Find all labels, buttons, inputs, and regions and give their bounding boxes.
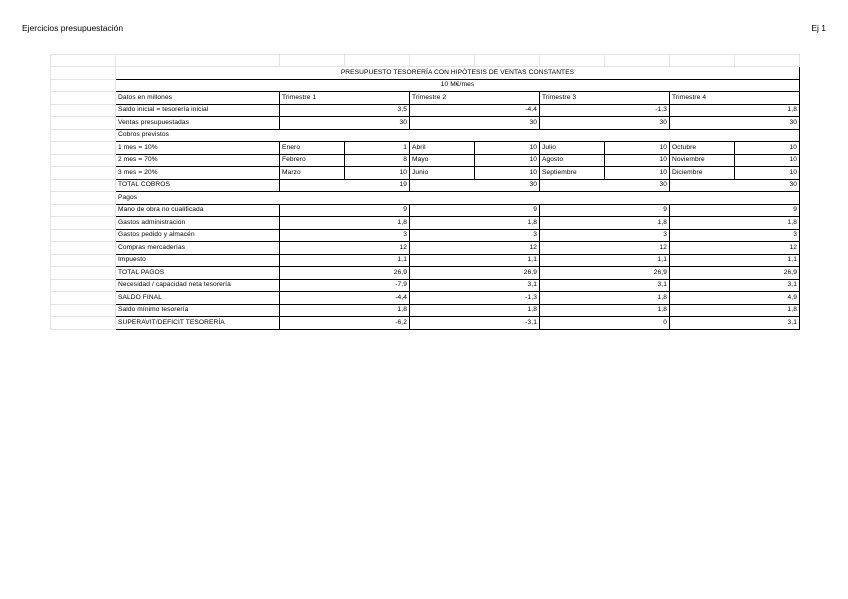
value-cell: 3,1 [410,279,540,292]
value-cell: 30 [540,179,670,192]
month-cell: Noviembre [670,154,735,167]
value-cell: 12 [280,242,410,255]
row-label: 1 mes = 10% [116,142,280,155]
header-cell: Trimestre 4 [670,92,800,105]
row-label: 2 mes = 70% [116,154,280,167]
table-row [51,167,800,180]
month-cell: Septiembre [540,167,605,180]
section-header-row [51,192,800,205]
value-cell: -7,9 [280,279,410,292]
header-cell: Trimestre 1 [280,92,410,105]
total-row [51,179,800,192]
value-cell: 26,9 [410,267,540,280]
value-cell: 9 [670,204,800,217]
header-cell: Datos en millones [116,92,280,105]
month-cell: Mayo [410,154,475,167]
value-cell: 26,9 [540,267,670,280]
value-cell: 30 [280,117,410,130]
month-cell: Junio [410,167,475,180]
value-cell: 3 [540,229,670,242]
month-cell: Octubre [670,142,735,155]
value-cell: -6,2 [280,317,410,330]
header-cell: Trimestre 3 [540,92,670,105]
value-cell: 30 [670,117,800,130]
value-cell: 30 [670,179,800,192]
table-row [51,142,800,155]
quarter-header-row [51,92,800,105]
section-label: Cobros previstos [116,129,800,142]
value-cell: 1,8 [280,304,410,317]
value-cell: 30 [410,117,540,130]
row-label: TOTAL COBROS [116,179,280,192]
month-cell: Diciembre [670,167,735,180]
value-cell: 1,1 [670,254,800,267]
month-cell: Febrero [280,154,345,167]
value-cell: 1,8 [410,217,540,230]
value-cell: 1,8 [410,304,540,317]
row-label: Mano de obra no cualificada [116,204,280,217]
month-cell: Enero [280,142,345,155]
value-cell: 19 [280,179,410,192]
value-cell: 0 [540,317,670,330]
document-title: Ejercicios presupuestación [22,23,124,33]
row-label: Saldo mínimo tesorería [116,304,280,317]
value-cell: 1,8 [540,304,670,317]
value-cell: 9 [540,204,670,217]
table-title-row [51,67,800,80]
table-row [51,242,800,255]
value-cell: 12 [670,242,800,255]
value-cell: 1,8 [280,217,410,230]
value-cell: 26,9 [670,267,800,280]
row-label: Impuesto [116,254,280,267]
value-cell: 1,8 [540,292,670,305]
section-label: Pagos [116,192,800,205]
value-cell: 8 [345,154,410,167]
value-cell: 12 [410,242,540,255]
table-row [51,254,800,267]
value-cell: 3 [410,229,540,242]
row-label: SUPERAVIT/DEFICIT TESORERÍA [116,317,280,330]
value-cell: 1,8 [670,304,800,317]
value-cell: 3,1 [540,279,670,292]
value-cell: 12 [540,242,670,255]
value-cell: 4,9 [670,292,800,305]
table-row [51,104,800,117]
value-cell: 10 [475,167,540,180]
value-cell: 3 [670,229,800,242]
value-cell: 1,8 [670,217,800,230]
table-row [51,304,800,317]
row-label: SALDO FINAL [116,292,280,305]
value-cell: 1 [345,142,410,155]
row-label: Gastos pedido y almacén [116,229,280,242]
table-row [51,204,800,217]
month-cell: Julio [540,142,605,155]
header-cell: Trimestre 2 [410,92,540,105]
value-cell: 1,1 [540,254,670,267]
value-cell: 3,1 [670,279,800,292]
table-row [51,117,800,130]
value-cell: 1,1 [280,254,410,267]
value-cell: 10 [735,154,800,167]
section-header-row [51,129,800,142]
value-cell: -4,4 [410,104,540,117]
value-cell: -1,3 [410,292,540,305]
value-cell: 9 [280,204,410,217]
value-cell: 30 [540,117,670,130]
month-cell: Abril [410,142,475,155]
value-cell: -1,3 [540,104,670,117]
value-cell: 1,8 [540,217,670,230]
table-row [51,317,800,330]
value-cell: 3,1 [670,317,800,330]
row-label: TOTAL PAGOS [116,267,280,280]
value-cell: 10 [605,142,670,155]
month-cell: Agosto [540,154,605,167]
value-cell: 10 [605,167,670,180]
value-cell: 10 [475,142,540,155]
row-label: 3 mes = 20% [116,167,280,180]
value-cell: 1,1 [410,254,540,267]
table-row [51,217,800,230]
page-label: Ej 1 [811,23,826,33]
row-label: Necesidad / capacidad neta tesorería [116,279,280,292]
table-subtitle-row [51,79,800,92]
value-cell: 26,9 [280,267,410,280]
value-cell: -3,1 [410,317,540,330]
value-cell: 9 [410,204,540,217]
month-cell: Marzo [280,167,345,180]
value-cell: 1,8 [670,104,800,117]
table-subtitle: 10 M€/mes [116,79,800,92]
value-cell: -4,4 [280,292,410,305]
value-cell: 10 [735,167,800,180]
table-title: PRESUPUESTO TESORERÍA CON HIPÓTESIS DE VENTAS CONSTANTES [116,67,800,80]
table-row [51,292,800,305]
value-cell: 3,5 [280,104,410,117]
total-row [51,267,800,280]
row-label: Compras mercaderías [116,242,280,255]
row-label: Ventas presupuestadas [116,117,280,130]
value-cell: 10 [735,142,800,155]
row-label: Gastos administración [116,217,280,230]
value-cell: 10 [605,154,670,167]
row-label: Saldo inicial = tesorería inicial [116,104,280,117]
blank-row [51,55,800,67]
table-row [51,154,800,167]
value-cell: 10 [475,154,540,167]
table-row [51,229,800,242]
treasury-budget-table [50,54,800,330]
value-cell: 3 [280,229,410,242]
table-row [51,279,800,292]
value-cell: 10 [345,167,410,180]
value-cell: 30 [410,179,540,192]
